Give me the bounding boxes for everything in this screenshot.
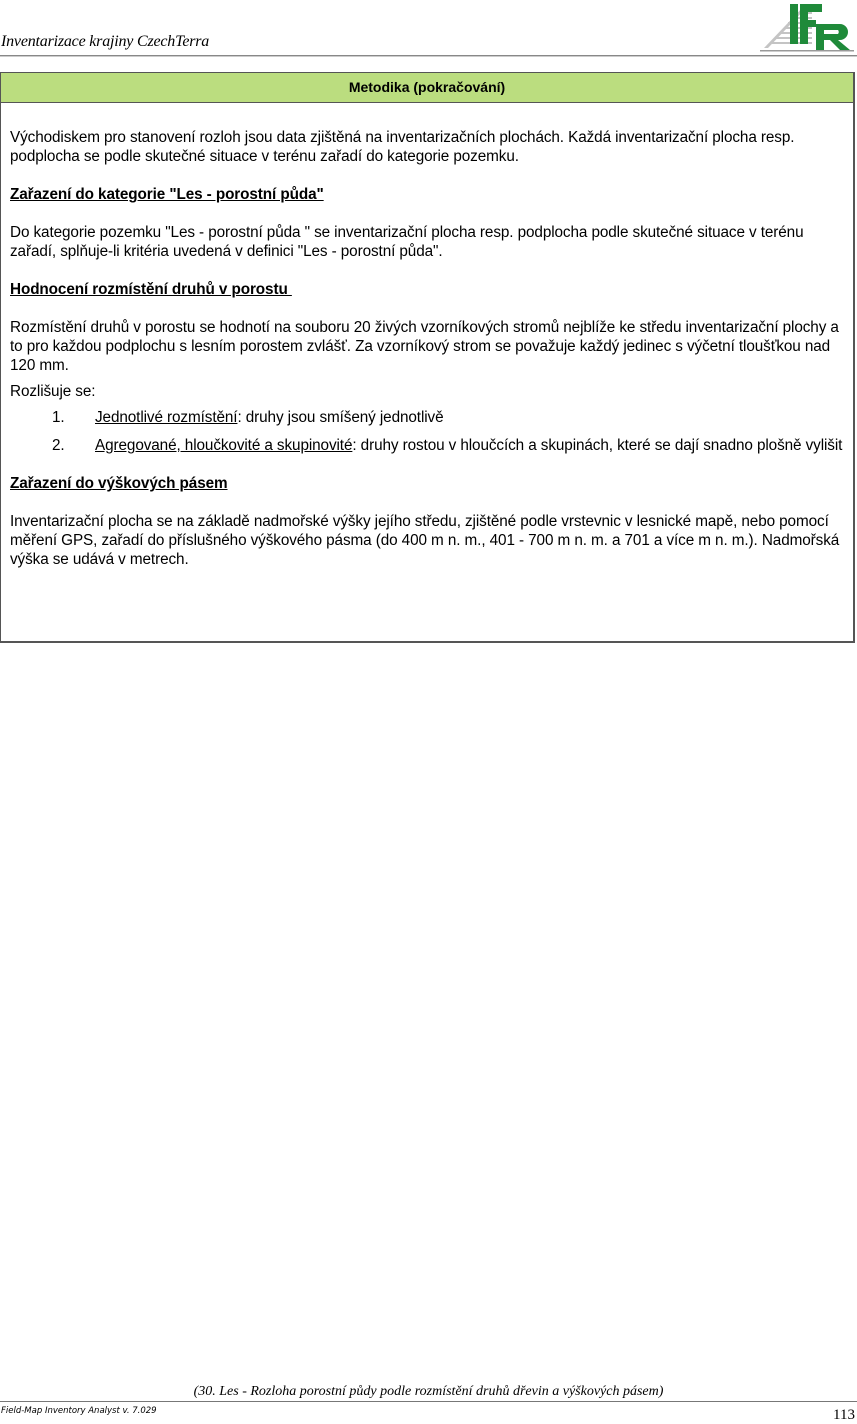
- heading-altitude-zones: Zařazení do výškových pásem: [10, 475, 228, 492]
- list-description: : druhy jsou smíšený jednotlivě: [237, 409, 444, 426]
- intro-paragraph: Východiskem pro stanovení rozloh jsou data zjištěná na inventarizačních plochách. Každá inventarizační plocha resp. podplocha se podle skutečné situace v terénu zařadí do kategorie pozemku.: [10, 129, 795, 165]
- section-title: Metodika (pokračování): [1, 73, 853, 103]
- list-description: : druhy rostou v hloučcích a skupinách, které se dají snadno plošně vylišit: [352, 437, 843, 454]
- list-number: 1.: [52, 409, 65, 426]
- report-caption: (30. Les - Rozloha porostní půdy podle rozmístění druhů dřevin a výškových pásem): [193, 1384, 664, 1399]
- altitude-zones-paragraph: Inventarizační plocha se na základě nadmořské výšky jejího středu, zjištěné podle vrstevnic v lesnické mapě, nebo pomocí měření GPS, zařadí do příslušného výškového pásma (do 400 m n. m., 401 - 700 m n. m. a 701 a více m n. m.). Nadmořská výška se udává v metrech.: [10, 513, 840, 568]
- methodology-content: [10, 56, 848, 569]
- forest-category-paragraph: Do kategorie pozemku "Les - porostní půda " se inventarizační plocha resp. podplocha podle skutečné situace v terénu zařadí, splňuje-li kritéria uvedená v definici "Les - porostní půda".: [10, 224, 804, 260]
- species-distribution-paragraph: Rozmístění druhů v porostu se hodnotí na souboru 20 živých vzorníkových stromů nejblíže ke středu inventarizační plochy a to pro každou podplochu s lesním porostem zvlášť. Za vzorníkový strom se považuje každý jedinec s výčetní tloušťkou nad 120 mm.: [10, 319, 839, 374]
- list-item: [10, 436, 848, 455]
- distinction-lead: Rozlišuje se:: [10, 383, 96, 400]
- list-term: Agregované, hloučkovité a skupinovité: [95, 437, 353, 454]
- list-term: Jednotlivé rozmístění: [95, 409, 238, 426]
- list-item: [10, 408, 848, 427]
- document-title: Inventarizace krajiny CzechTerra: [1, 33, 210, 50]
- ifer-logo: [760, 2, 854, 52]
- heading-forest-category: Zařazení do kategorie "Les - porostní půda": [10, 186, 324, 203]
- software-version: Field-Map Inventory Analyst v. 7.029: [1, 1406, 157, 1416]
- heading-species-distribution: Hodnocení rozmístění druhů v porostu: [10, 281, 292, 298]
- list-number: 2.: [52, 437, 65, 454]
- page-number: 113: [833, 1407, 855, 1423]
- footer-divider: [0, 1401, 857, 1402]
